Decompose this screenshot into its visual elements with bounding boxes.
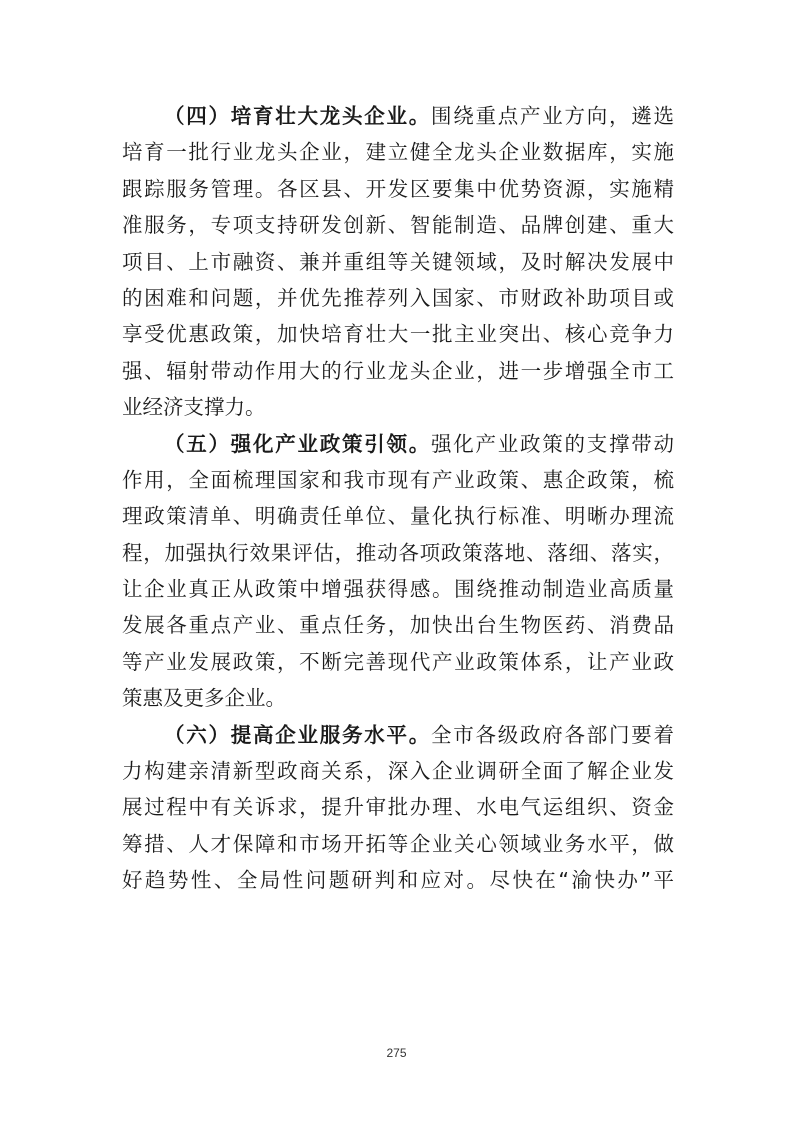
- paragraph-2-line-2: 作用，全面梳理国家和我市现有产业政策、惠企政策，梳: [122, 467, 674, 492]
- paragraph-2-heading: （五）强化产业政策引领。: [164, 431, 431, 456]
- paragraph-1-line-7: 享受优惠政策，加快培育壮大一批主业突出、核心竞争力: [122, 322, 674, 347]
- paragraph-1-line-4: 准服务，专项支持研发创新、智能制造、品牌创建、重大: [122, 213, 674, 238]
- paragraph-2-line-3: 理政策清单、明确责任单位、量化执行标准、明晰办理流: [122, 504, 674, 529]
- paragraph-2-line-1: [122, 426, 674, 462]
- paragraph-1-line-6: 的困难和问题，并优先推荐列入国家、市财政补助项目或: [122, 285, 674, 310]
- paragraph-1-line-3: 跟踪服务管理。各区县、开发区要集中优势资源，实施精: [122, 176, 674, 201]
- paragraph-1-line-2: 培育一批行业龙头企业，建立健全龙头企业数据库，实施: [122, 140, 674, 165]
- paragraph-1-line-5: 项目、上市融资、兼并重组等关键领域，及时解决发展中: [122, 249, 674, 274]
- paragraph-3-text: 全市各级政府各部门要着: [431, 722, 674, 747]
- page-number: 275: [386, 1046, 407, 1060]
- paragraph-1-line-1: [122, 98, 674, 134]
- paragraph-2-line-6: 发展各重点产业、重点任务，加快出台生物医药、消费品: [122, 613, 674, 638]
- body-text: [122, 98, 674, 899]
- paragraph-2-line-7: 等产业发展政策，不断完善现代产业政策体系，让产业政: [122, 649, 674, 674]
- paragraph-3-line-2: 力构建亲清新型政商关系，深入企业调研全面了解企业发: [122, 759, 674, 784]
- paragraph-2-line-8: 策惠及更多企业。: [122, 686, 286, 711]
- paragraph-1-line-9: 业经济支撑力。: [122, 395, 266, 420]
- paragraph-3-heading: （六）提高企业服务水平。: [164, 722, 431, 747]
- paragraph-3-line-5: 好趋势性、全局性问题研判和应对。尽快在“渝快办”平: [122, 868, 674, 893]
- paragraph-3-line-4: 筹措、人才保障和市场开拓等企业关心领域业务水平，做: [122, 831, 674, 856]
- paragraph-2-line-4: 程，加强执行效果评估，推动各项政策落地、落细、落实，: [122, 540, 674, 565]
- paragraph-2-line-5: 让企业真正从政策中增强获得感。围绕推动制造业高质量: [122, 577, 674, 602]
- paragraph-1-heading: （四）培育壮大龙头企业。: [164, 104, 431, 128]
- paragraph-1-line-8: 强、辐射带动作用大的行业龙头企业，进一步增强全市工: [122, 358, 674, 383]
- paragraph-3-line-3: 展过程中有关诉求，提升审批办理、水电气运组织、资金: [122, 795, 674, 820]
- paragraph-2-text: 强化产业政策的支撑带动: [431, 431, 674, 456]
- paragraph-1-text: 围绕重点产业方向，遴选: [431, 104, 674, 128]
- paragraph-3-line-1: [122, 717, 674, 753]
